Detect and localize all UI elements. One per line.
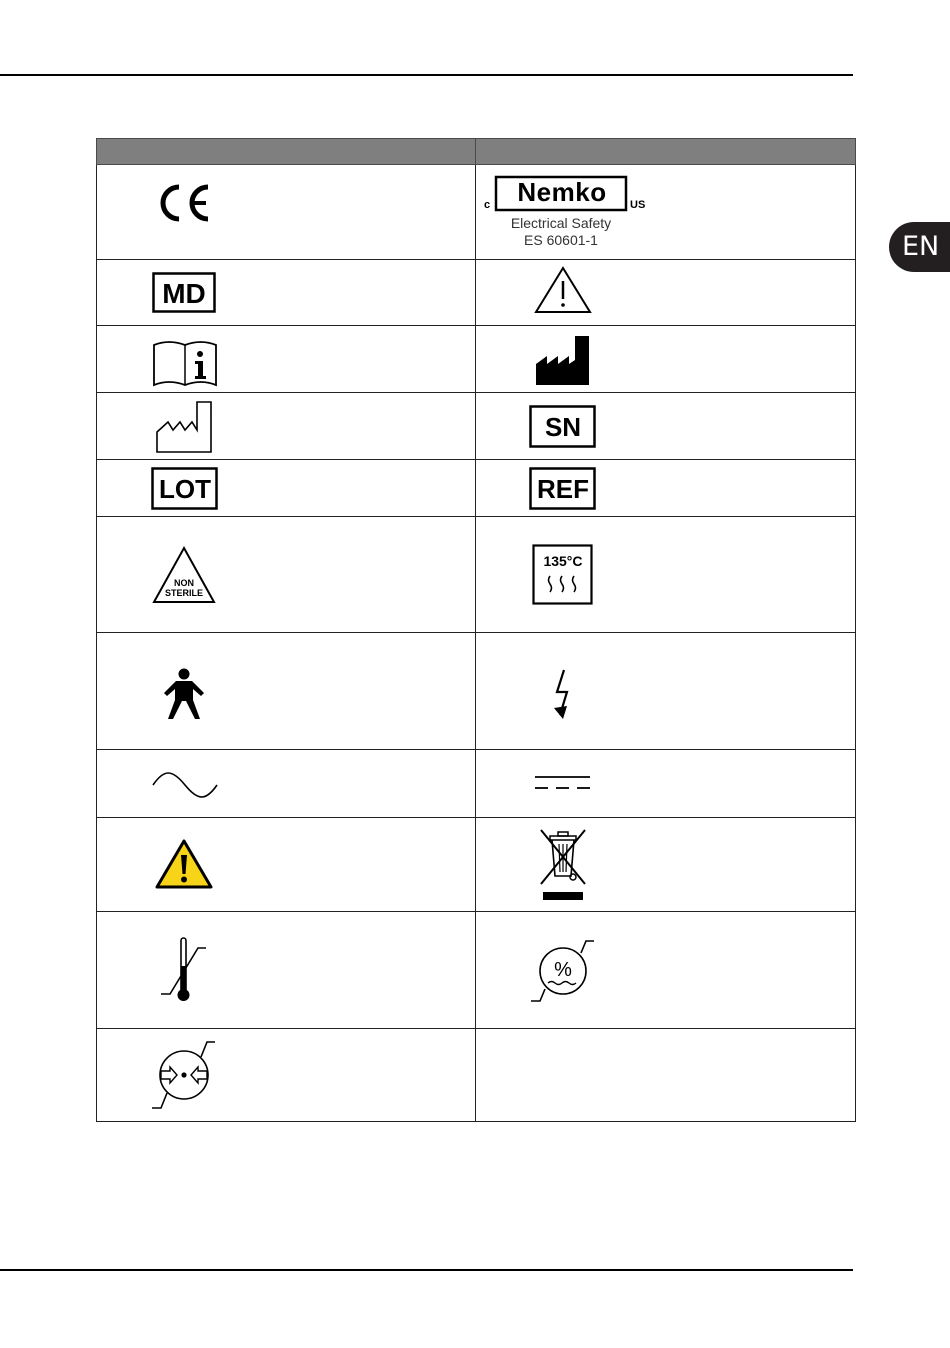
sn-label: SN [544, 412, 582, 442]
table-cell [97, 750, 476, 818]
table-row [97, 260, 856, 326]
table-cell [97, 818, 476, 912]
humidity-label: % [554, 959, 572, 981]
caution-triangle-icon [534, 266, 592, 314]
top-rule [0, 74, 853, 76]
atmospheric-pressure-limit-icon [151, 1040, 217, 1110]
non-sterile-line2: STERILE [164, 588, 204, 598]
non-sterile-line1: NON [174, 578, 194, 588]
nemko-c-label: c [484, 199, 491, 211]
md-label: MD [162, 278, 206, 309]
table-cell [476, 633, 856, 750]
table-cell [97, 165, 476, 260]
table-cell [97, 326, 476, 393]
autoclave-icon [532, 544, 594, 606]
table-row [97, 1029, 856, 1122]
nemko-brand: Nemko [517, 177, 607, 207]
table-cell [476, 912, 856, 1029]
table-cell [476, 260, 856, 326]
table-cell-empty [476, 1029, 856, 1122]
medical-device-icon [152, 272, 216, 313]
lot-label: LOT [159, 474, 211, 504]
catalogue-number-icon [529, 467, 597, 511]
table-row [97, 393, 856, 460]
humidity-limit-icon [530, 939, 596, 1003]
table-row [97, 912, 856, 1029]
manufacturer-icon [535, 334, 591, 386]
nemko-certification-icon [482, 175, 652, 255]
general-warning-icon [155, 838, 213, 890]
table-row [97, 326, 856, 393]
header-cell-right [476, 139, 856, 165]
weee-crossed-bin-icon [538, 828, 588, 902]
type-b-applied-part-icon [162, 668, 206, 720]
table-row [97, 633, 856, 750]
direct-current-icon [534, 774, 592, 794]
nemko-line2: ES 60601-1 [524, 232, 598, 248]
table-row [97, 818, 856, 912]
table-header-row [97, 139, 856, 165]
autoclave-label: 135°C [543, 553, 583, 569]
dangerous-voltage-icon [551, 668, 575, 720]
instructions-for-use-icon [152, 339, 218, 387]
table-cell [476, 393, 856, 460]
ref-label: REF [537, 474, 589, 504]
table-cell [97, 517, 476, 633]
table-cell [476, 460, 856, 517]
table-cell [476, 818, 856, 912]
nemko-us-label: US [630, 199, 646, 211]
table-cell [476, 326, 856, 393]
table-row [97, 165, 856, 260]
serial-number-icon [529, 405, 597, 449]
table-cell [97, 393, 476, 460]
temperature-limit-icon [160, 936, 210, 1004]
table-cell [97, 633, 476, 750]
non-sterile-icon [152, 546, 216, 604]
table-cell [476, 750, 856, 818]
table-cell [97, 1029, 476, 1122]
date-of-manufacture-icon [156, 400, 214, 454]
header-cell-left [97, 139, 476, 165]
table-cell [476, 517, 856, 633]
table-cell [97, 460, 476, 517]
table-cell [97, 912, 476, 1029]
table-cell [97, 260, 476, 326]
language-tab: EN [889, 222, 950, 272]
table-cell [476, 165, 856, 260]
ce-mark-icon [155, 183, 213, 223]
table-row [97, 460, 856, 517]
table-row [97, 750, 856, 818]
alternating-current-icon [152, 773, 218, 797]
bottom-rule [0, 1269, 853, 1271]
lot-number-icon [151, 467, 219, 511]
nemko-line1: Electrical Safety [510, 215, 612, 231]
symbols-table [96, 138, 856, 1122]
table-row [97, 517, 856, 633]
